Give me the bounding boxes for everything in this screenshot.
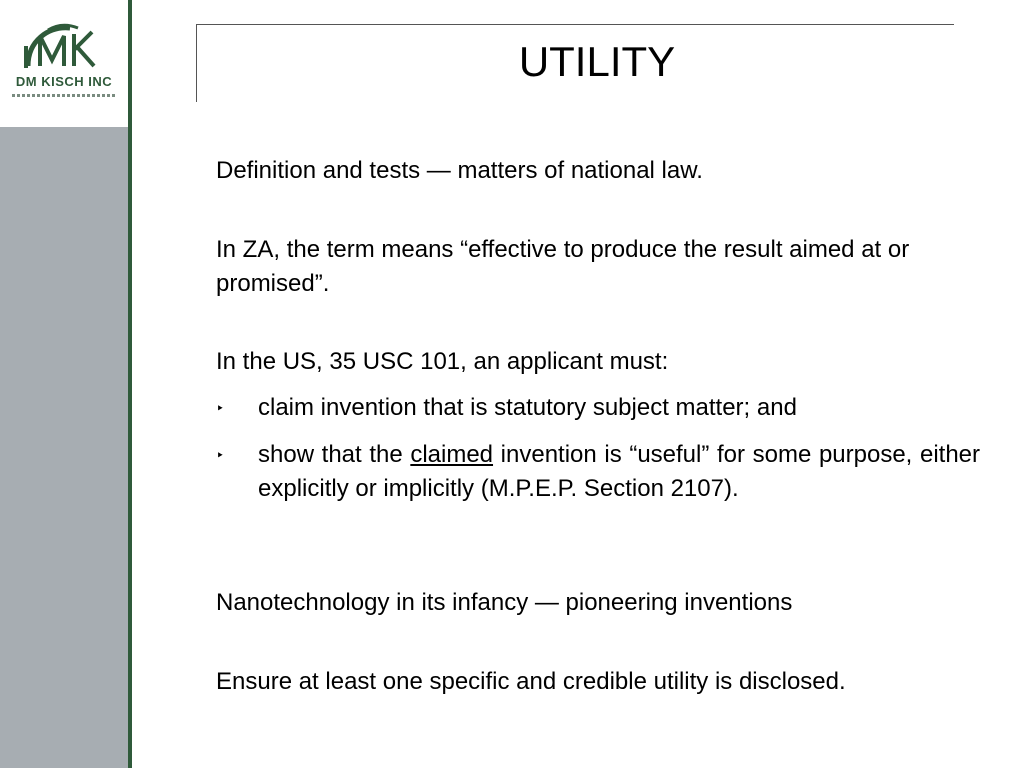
bullet-text: [258, 438, 980, 506]
bullet-text-after: invention is “useful” for some purpose, either explicitly or implicitly (M.P.E.P. Section 2107).: [258, 441, 981, 502]
paragraph-ensure-utility: Ensure at least one specific and credible utility is disclosed.: [216, 668, 846, 695]
logo-tagline-decoration: [12, 94, 116, 97]
logo-company-name: DM KISCH INC: [15, 74, 113, 89]
slide-title: UTILITY: [518, 38, 676, 85]
bullet-arrow-icon: ‣: [216, 400, 225, 416]
paragraph-us-requirements: In the US, 35 USC 101, an applicant must:: [216, 348, 669, 375]
sidebar-divider: [128, 0, 132, 768]
company-logo: [8, 16, 120, 108]
paragraph-definition: Definition and tests — matters of national law.: [216, 157, 703, 184]
paragraph-nanotechnology: Nanotechnology in its infancy — pioneering inventions: [216, 589, 793, 616]
paragraph-za-meaning: In ZA, the term means “effective to produce the result aimed at or promised”.: [216, 236, 910, 297]
sidebar-panel: [0, 127, 128, 768]
title-frame-left-rule: [196, 24, 197, 102]
bullet-text-before: show that the: [258, 441, 411, 468]
title-frame-top-rule: [196, 24, 954, 25]
underlined-word: claimed: [410, 441, 494, 468]
bullet-text: claim invention that is statutory subject matter; and: [258, 394, 797, 421]
logo-monogram-icon: [8, 16, 120, 76]
sidebar-logo-area: [0, 0, 128, 127]
bullet-arrow-icon: ‣: [216, 447, 225, 463]
